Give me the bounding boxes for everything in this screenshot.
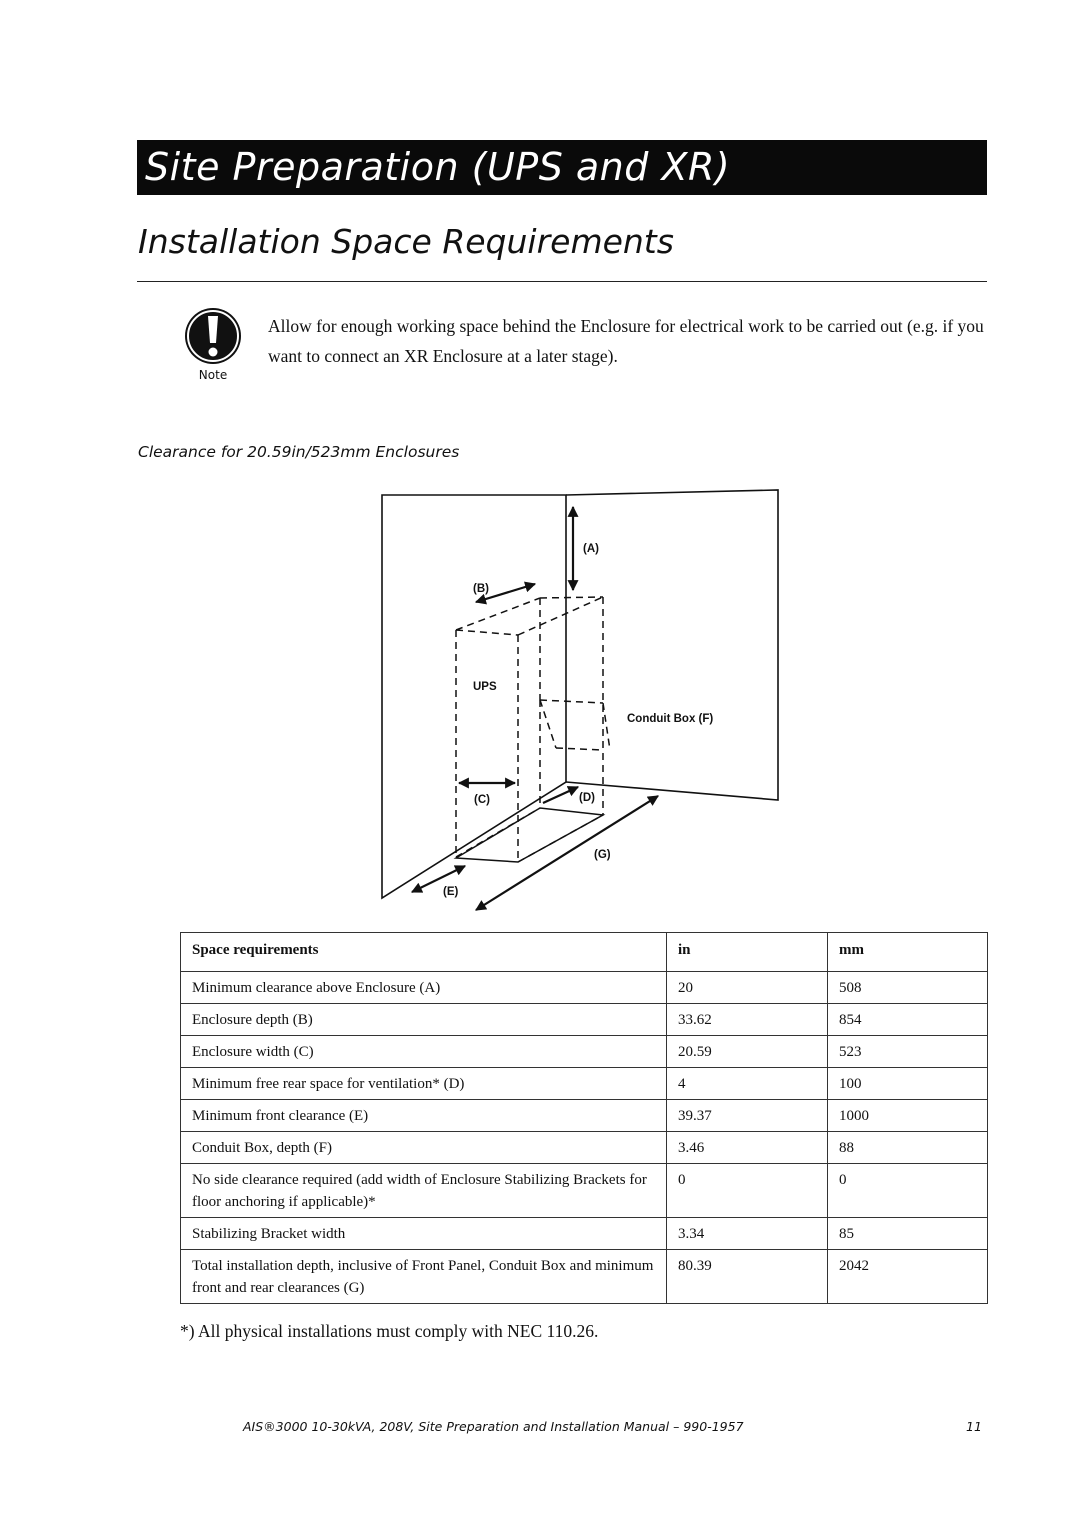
table-row (181, 1004, 988, 1036)
requirement-cell: Minimum front clearance (E) (181, 1100, 667, 1132)
space-requirements-table (180, 932, 988, 1304)
requirement-cell: Minimum clearance above Enclosure (A) (181, 972, 667, 1004)
note-text: Allow for enough working space behind the Enclosure for electrical work to be carried out (e.g. if you want to connect an XR Enclosure at a later stage). (268, 316, 984, 366)
label-d: (D) (579, 792, 595, 804)
inch-cell: 20.59 (667, 1036, 828, 1068)
table-row (181, 1100, 988, 1132)
inch-cell: 80.39 (667, 1250, 828, 1304)
mm-cell: 85 (828, 1218, 988, 1250)
requirement-cell: Stabilizing Bracket width (181, 1218, 667, 1250)
mm-cell: 508 (828, 972, 988, 1004)
table-header-row (181, 933, 988, 972)
table-row (181, 972, 988, 1004)
requirement-cell: Minimum free rear space for ventilation* (D) (181, 1068, 667, 1100)
inch-cell: 39.37 (667, 1100, 828, 1132)
requirement-cell: Enclosure depth (B) (181, 1004, 667, 1036)
mm-cell: 2042 (828, 1250, 988, 1304)
requirement-cell: Conduit Box, depth (F) (181, 1132, 667, 1164)
label-c: (C) (474, 794, 490, 806)
footer-manual-title: AIS®3000 10-30kVA, 208V, Site Preparation and Installation Manual – 990-1957 (243, 1419, 744, 1434)
mm-cell: 0 (828, 1164, 988, 1218)
arrow-d (543, 787, 578, 803)
page-number: 11 (966, 1419, 982, 1434)
arrow-g (476, 796, 658, 910)
clearance-diagram (370, 480, 790, 920)
inch-cell: 20 (667, 972, 828, 1004)
table-row (181, 1218, 988, 1250)
ups-outline (456, 597, 610, 862)
table-row (181, 1132, 988, 1164)
label-ups: UPS (473, 681, 497, 693)
table-row (181, 1068, 988, 1100)
chapter-banner (137, 140, 987, 195)
section-divider (137, 281, 987, 282)
mm-cell: 100 (828, 1068, 988, 1100)
requirement-cell: Enclosure width (C) (181, 1036, 667, 1068)
requirement-cell: Total installation depth, inclusive of Front Panel, Conduit Box and minimum front and rear clearances (G) (181, 1250, 667, 1304)
inch-cell: 3.34 (667, 1218, 828, 1250)
dimension-arrows (412, 507, 658, 910)
label-g: (G) (594, 849, 611, 861)
requirement-cell: No side clearance required (add width of Enclosure Stabilizing Brackets for floor anchoring if applicable)* (181, 1164, 667, 1218)
label-e: (E) (443, 886, 459, 898)
section-title: Installation Space Requirements (138, 222, 674, 261)
note-icon (183, 307, 243, 383)
inch-cell: 0 (667, 1164, 828, 1218)
room-walls (382, 490, 778, 898)
chapter-title: Site Preparation (UPS and XR) (145, 145, 731, 189)
label-b: (B) (473, 583, 489, 595)
mm-cell: 854 (828, 1004, 988, 1036)
inch-cell: 3.46 (667, 1132, 828, 1164)
table-row (181, 1036, 988, 1068)
subsection-title: Clearance for 20.59in/523mm Enclosures (138, 443, 460, 461)
table-row (181, 1250, 988, 1304)
inch-cell: 33.62 (667, 1004, 828, 1036)
mm-cell: 523 (828, 1036, 988, 1068)
inch-cell: 4 (667, 1068, 828, 1100)
column-header-in: in (667, 933, 828, 972)
mm-cell: 88 (828, 1132, 988, 1164)
mm-cell: 1000 (828, 1100, 988, 1132)
column-header-space: Space requirements (181, 933, 667, 972)
table-row (181, 1164, 988, 1218)
base-plate (456, 808, 603, 862)
note-icon-label: Note (198, 368, 228, 382)
column-header-mm: mm (828, 933, 988, 972)
footnote: *) All physical installations must comply with NEC 110.26. (180, 1321, 599, 1341)
label-conduit-box: Conduit Box (F) (627, 713, 714, 725)
label-a: (A) (583, 543, 599, 555)
